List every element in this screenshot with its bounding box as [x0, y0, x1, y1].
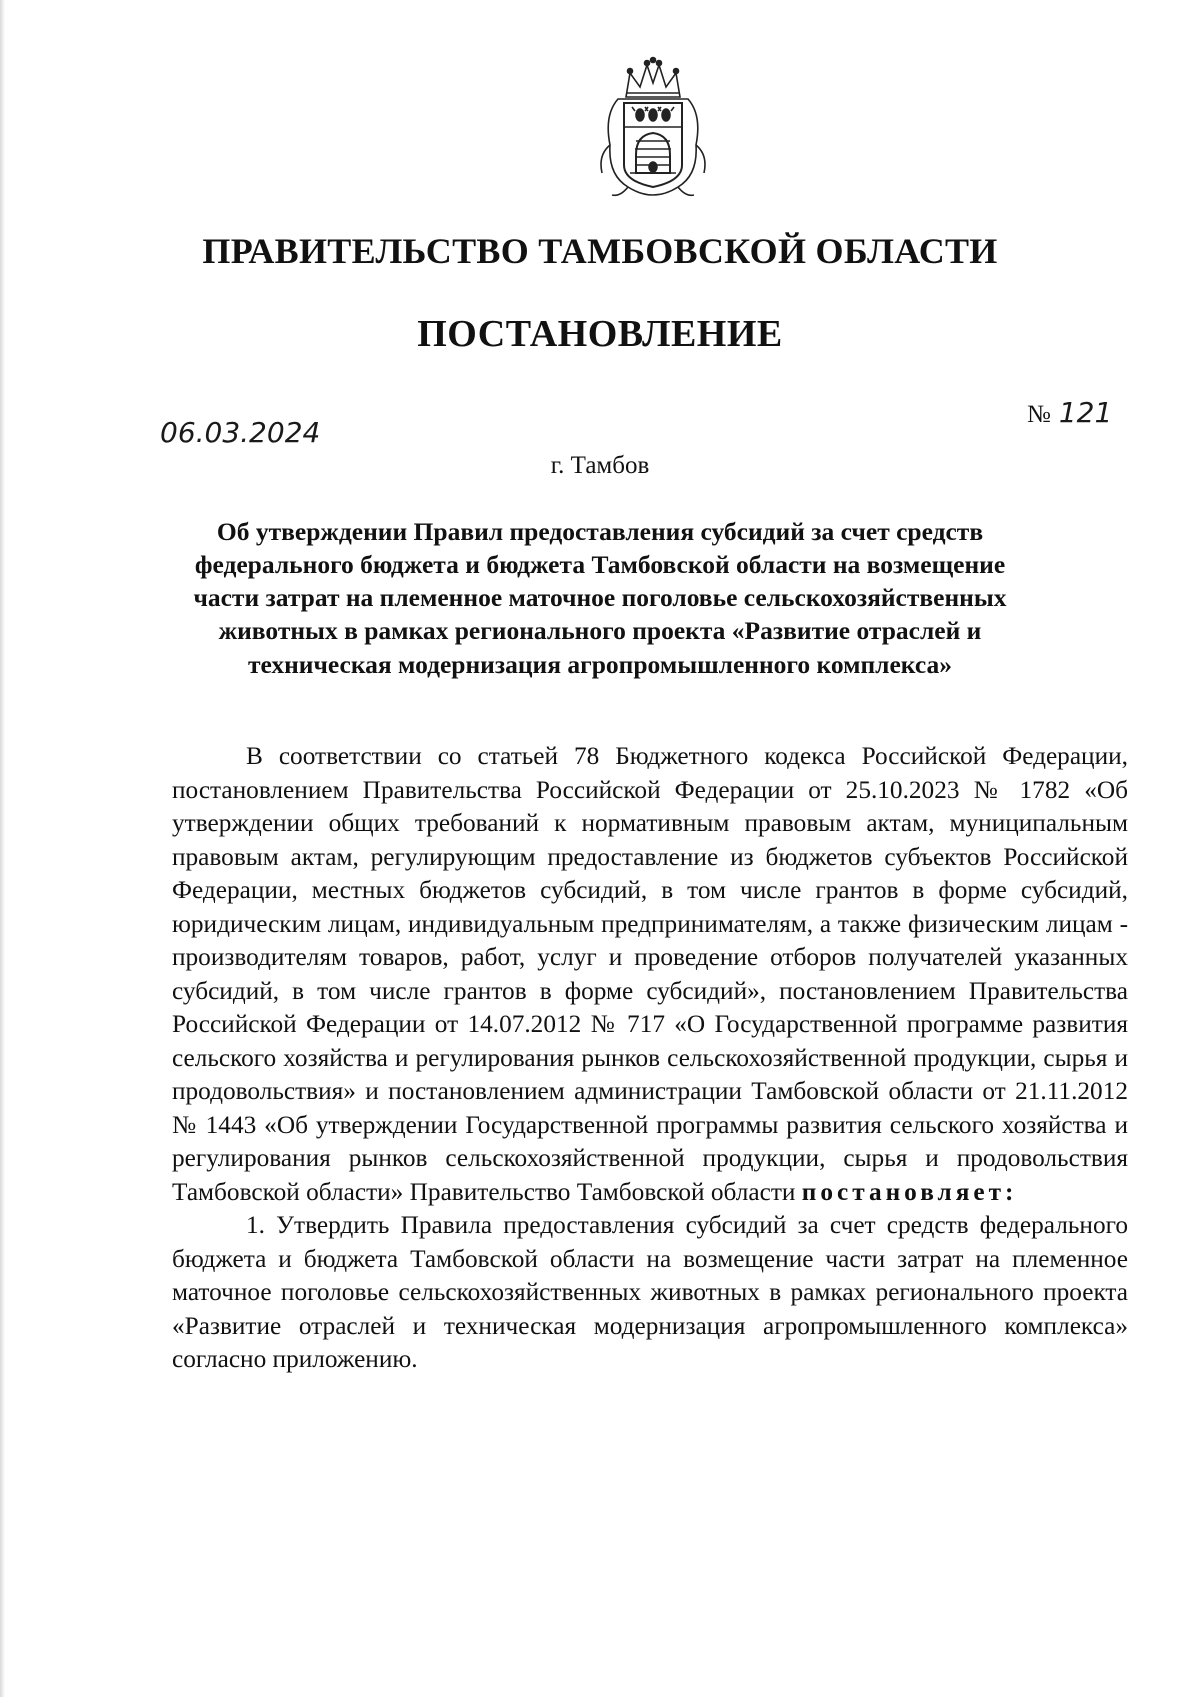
preamble-text: В соответствии со статьей 78 Бюджетного кодекса Российской Федерации, постановлением Правительства Российской Федерации от 25.10.2023 № 1782 «Об утверждении общих требований к нормативным правовым актам, муниципальным правовым актам, регулирующим предоставление из бюджетов субъектов Российской Федерации, местных бюджетов субсидий, в том числе грантов в форме субсидий, юридическим лицам, индивидуальным предпринимателям, а также физическим лицам - производителям товаров, работ, услуг и проведение отборов получателей указанных субсидий, в том числе грантов в форме субсидий», постановлением Правительства Российской Федерации от 14.07.2012 № 717 «О Государственной программе развития сельского хозяйства и регулирования рынков сельскохозяйственной продукции, сырья и продовольствия» и постановлением администрации Тамбовской области от 21.11.2012 № 1443 «Об утверждении Государственной программы развития сельского хозяйства и регулирования рынков сельскохозяйственной продукции, сырья и продовольствия Тамбовской области» Правительство Тамбовской области: [172, 742, 1128, 1206]
item-1-paragraph: 1. Утвердить Правила предоставления субсидий за счет средств федерального бюджета и бюджета Тамбовской области на возмещение части затрат на племенное маточное поголовье сельскохозяйственных животных в рамках регионального проекта «Развитие отраслей и техническая модернизация агропромышленного комплекса» согласно приложению.: [172, 1211, 1128, 1374]
organization-title: ПРАВИТЕЛЬСТВО ТАМБОВСКОЙ ОБЛАСТИ: [202, 231, 998, 271]
document-body: [172, 740, 1128, 1377]
decree-word: постановляет:: [801, 1177, 1018, 1206]
document-date: 06.03.2024: [160, 416, 321, 449]
city-label: г. Тамбов: [550, 452, 650, 479]
preamble-paragraph: [172, 740, 1128, 1209]
number-value: 121: [1058, 396, 1113, 429]
document-subject: Об утверждении Правил предоставления субсидий за счет средств федерального бюджета и бюджета Тамбовской области на возмещение части затрат на племенное маточное поголовье сельскохозяйственных животных в рамках регионального проекта «Развитие отраслей и техническая модернизация агропромышленного комплекса»: [193, 517, 1007, 679]
document-number: [1027, 396, 1112, 429]
document-type-title: ПОСТАНОВЛЕНИЕ: [417, 313, 783, 355]
number-sign: №: [1027, 401, 1051, 428]
tambov-coat-of-arms-icon: [598, 55, 708, 205]
